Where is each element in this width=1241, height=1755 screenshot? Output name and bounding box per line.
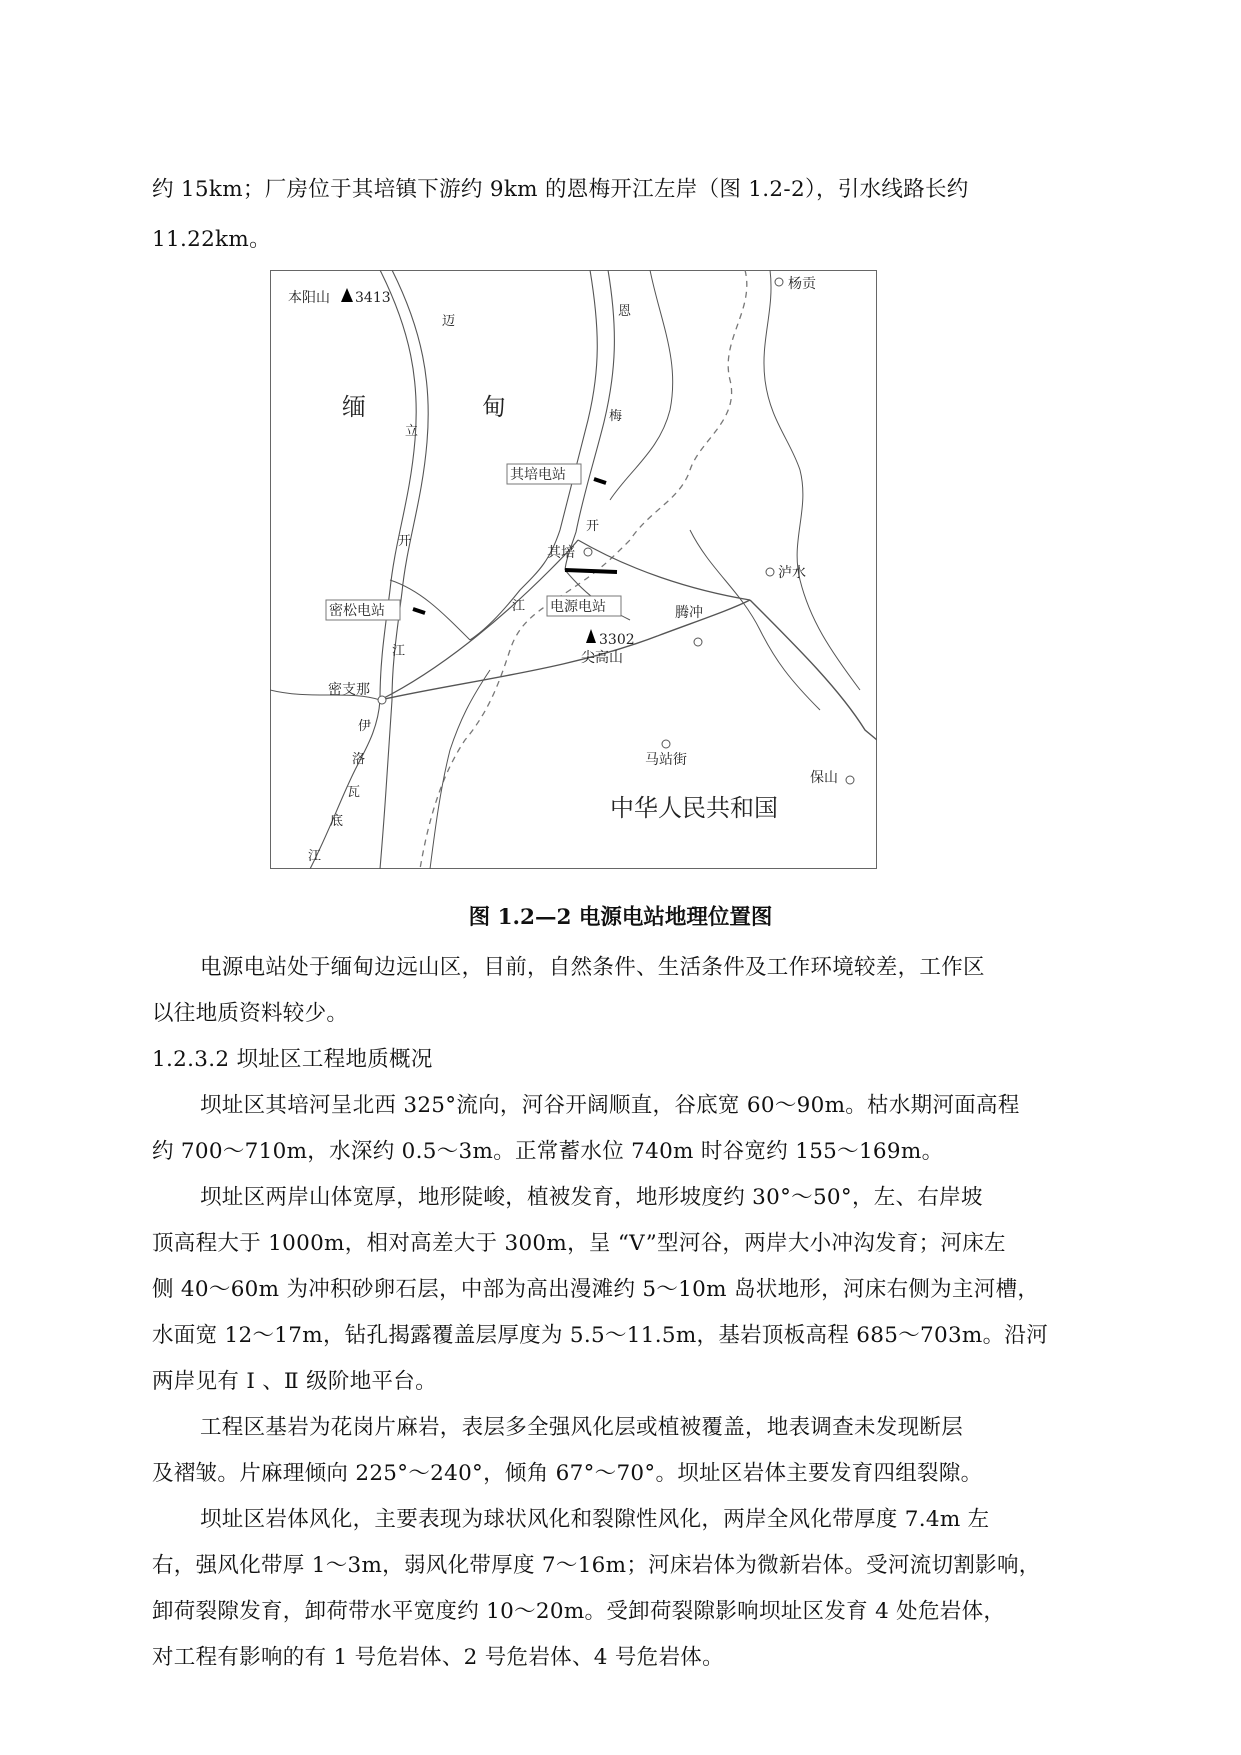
- mizhina-town: [378, 696, 386, 704]
- country-myanmar-2: 甸: [482, 393, 506, 421]
- paragraph-line: 侧 40～60m 为冲积砂卵石层，中部为高出漫滩约 5～10m 岛状地形，河床右侧为主河槽，: [152, 1277, 1040, 1302]
- lushui-label: 泸水: [778, 565, 806, 581]
- river-char: 伊: [358, 719, 372, 734]
- paragraph-line: 电源电站处于缅甸边远山区，目前，自然条件、生活条件及工作环境较差，工作区: [200, 955, 985, 980]
- tengchong-town: [694, 638, 702, 646]
- paragraph-line: 右，强风化带厚 1～3m，弱风化带厚度 7～16m；河床岩体为微新岩体。受河流切割影响，: [152, 1553, 1041, 1578]
- dianyuan-station-label: 电源电站: [550, 599, 606, 615]
- qipei-station-label: 其培电站: [510, 467, 566, 483]
- river-char: 梅: [609, 409, 623, 424]
- paragraph-line: 1.2.3.2 坝址区工程地质概况: [152, 1047, 433, 1072]
- lushui-town: [766, 568, 774, 576]
- paragraph-line: 卸荷裂隙发育，卸荷带水平宽度约 10～20m。受卸荷裂隙影响坝址区发育 4 处危岩体，: [152, 1599, 1006, 1624]
- mizhina-label: 密支那: [328, 682, 370, 698]
- location-map: [270, 270, 877, 869]
- paragraph-line: 坝址区岩体风化，主要表现为球状风化和裂隙性风化，两岸全风化带厚度 7.4m 左: [200, 1507, 990, 1532]
- jiangaoshan-label: 尖高山: [581, 650, 623, 666]
- river-char: 江: [392, 644, 406, 659]
- paragraph-line: 对工程有影响的有 1 号危岩体、2 号危岩体、4 号危岩体。: [152, 1645, 724, 1670]
- river-char: 立: [405, 424, 419, 439]
- tengchong-label: 腾冲: [675, 605, 703, 621]
- muyangshan-label: 本阳山: [288, 290, 330, 306]
- country-china: 中华人民共和国: [610, 794, 778, 822]
- river-char: 江: [308, 849, 322, 864]
- paragraph-line: 及褶皱。片麻理倾向 225°～240°，倾角 67°～70°。坝址区岩体主要发育四组裂隙。: [152, 1461, 983, 1486]
- baoshan-label: 保山: [810, 770, 838, 786]
- dianyuan-station-line: [565, 570, 617, 572]
- qipei-town: [584, 548, 592, 556]
- qipei-label: 其培: [547, 545, 575, 561]
- paragraph-line: 顶高程大于 1000m，相对高差大于 300m，呈 “V”型河谷，两岸大小冲沟发育；河床左: [152, 1231, 1006, 1256]
- paragraph-line: 坝址区其培河呈北西 325°流向，河谷开阔顺直，谷底宽 60～90m。枯水期河面高程: [200, 1093, 1020, 1118]
- river-char: 恩: [618, 304, 632, 319]
- mazhanjie-town: [662, 740, 670, 748]
- yanggong-town: [775, 278, 783, 286]
- river-char: 开: [586, 519, 600, 534]
- paragraph-line: 工程区基岩为花岗片麻岩，表层多全强风化层或植被覆盖，地表调查未发现断层: [200, 1415, 964, 1440]
- paragraph-line: 约 700～710m，水深约 0.5～3m。正常蓄水位 740m 时谷宽约 155～169m。: [152, 1139, 944, 1164]
- figure-caption: 图 1.2—2 电源电站地理位置图: [468, 905, 773, 930]
- jiangaoshan-elevation: 3302: [599, 632, 635, 648]
- muyangshan-elevation: 3413: [355, 290, 391, 306]
- paragraph-line: 11.22km。: [152, 227, 271, 252]
- mazhanjie-label: 马站街: [645, 752, 687, 768]
- river-char: 江: [512, 599, 526, 614]
- paragraph-line: 约 15km；厂房位于其培镇下游约 9km 的恩梅开江左岸（图 1.2-2），引水线路长约: [152, 177, 969, 202]
- paragraph-line: 两岸见有 Ⅰ 、Ⅱ 级阶地平台。: [152, 1369, 437, 1394]
- river-char: 开: [398, 534, 412, 549]
- yanggong-label: 杨贡: [788, 276, 816, 292]
- paragraph-line: 水面宽 12～17m，钻孔揭露覆盖层厚度为 5.5～11.5m，基岩顶板高程 685～703m。沿河: [152, 1323, 1049, 1348]
- misong-station-label: 密松电站: [329, 603, 385, 619]
- river-char: 底: [330, 814, 344, 829]
- paragraph-line: 坝址区两岸山体宽厚，地形陡峻，植被发育，地形坡度约 30°～50°，左、右岸坡: [200, 1185, 983, 1210]
- paragraph-line: 以往地质资料较少。: [152, 1001, 349, 1026]
- river-char: 迈: [442, 314, 456, 329]
- river-char: 洛: [352, 752, 366, 767]
- country-myanmar-1: 缅: [342, 393, 366, 421]
- baoshan-town: [846, 776, 854, 784]
- river-char: 瓦: [347, 785, 361, 800]
